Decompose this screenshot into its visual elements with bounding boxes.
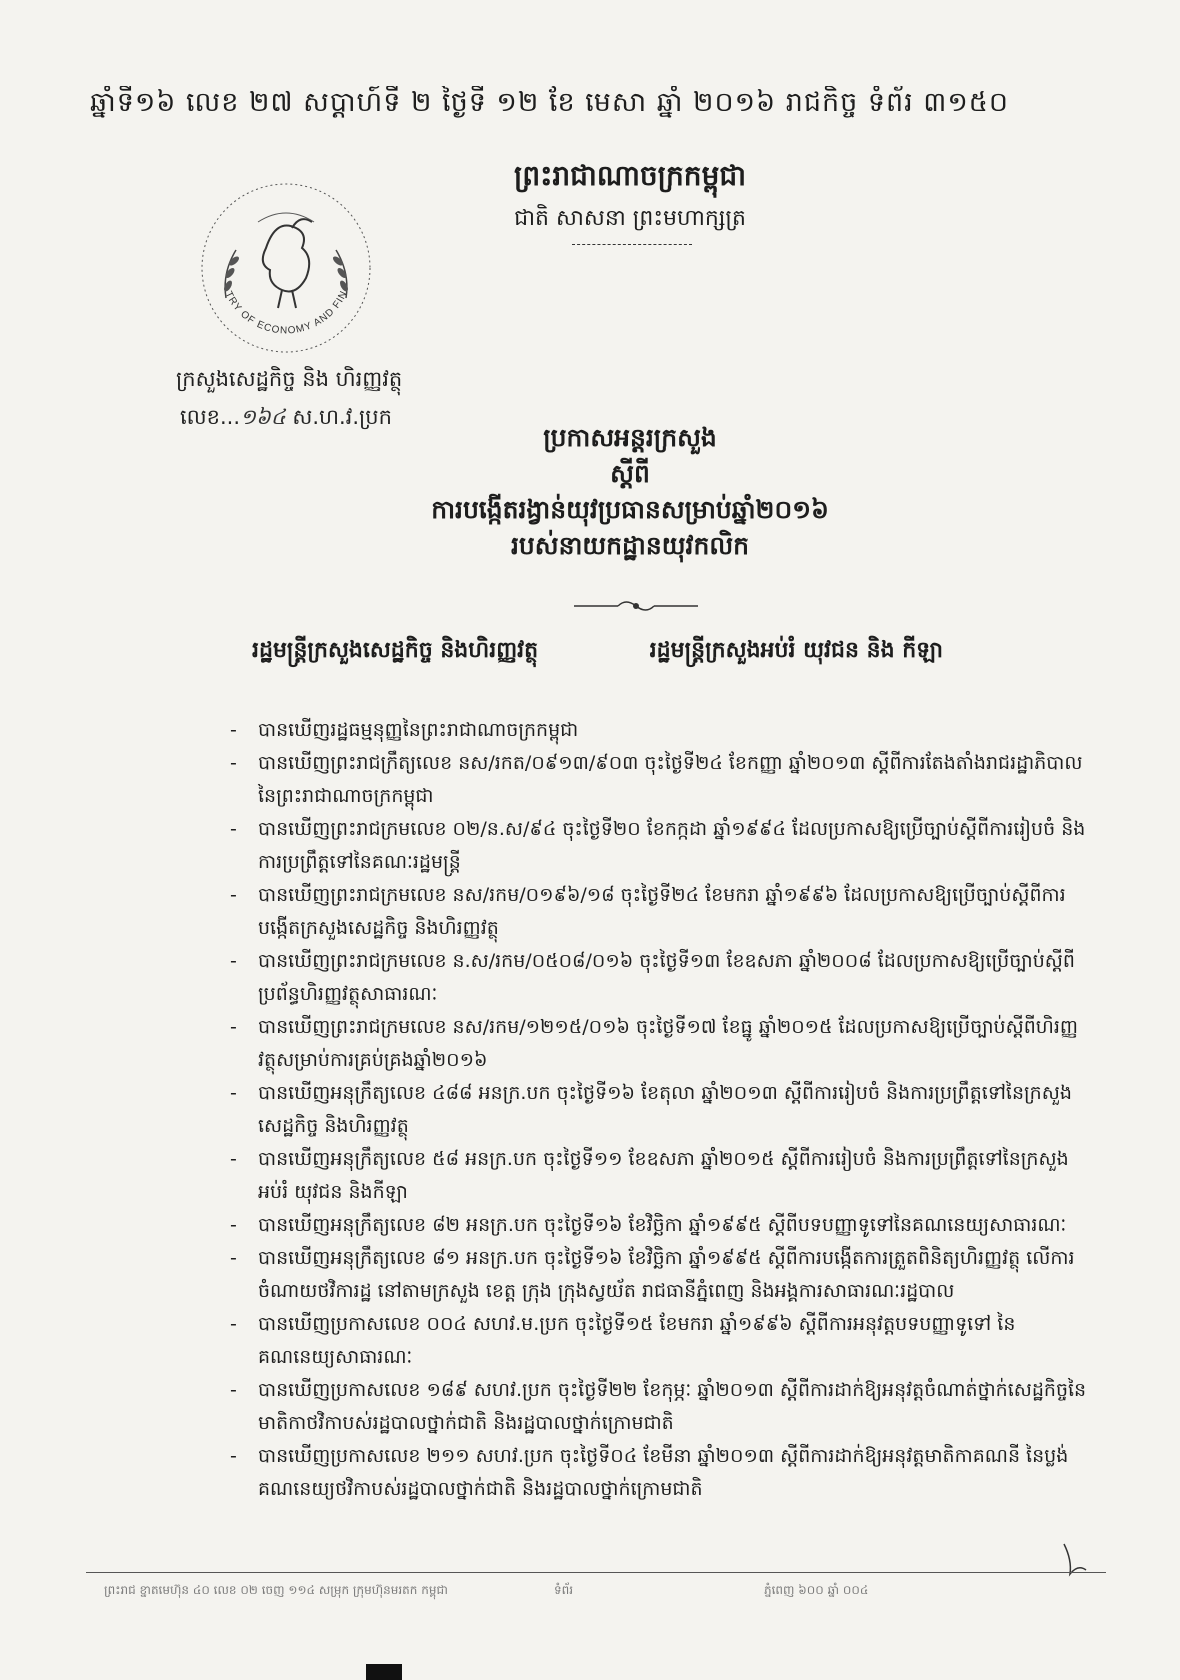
reference-suffix: ស.ហ.វ.ប្រក [292,405,392,429]
title-line: របស់នាយកដ្ឋានយុវកលិក [510,531,750,560]
list-item: - បានឃើញព្រះរាជក្រមលេខ ០២/ន.ស/៩៤ ចុះថ្ងៃទី២០ ខែកក្កដា ឆ្នាំ១៩៩៤ ដែលប្រកាសឱ្យប្រើច្បាប់ស្តីពីការរៀបចំ និងការប្រព្រឹត្តទៅនៃគណៈរដ្ឋមន្ត្រី [230,813,1090,879]
ministry-seal [196,178,376,358]
list-marker: - [230,884,237,906]
title-line: ប្រកាសអន្តរក្រសួង [543,423,717,452]
footer-left: ព្រះរាជ ខ្នាតមេហ៊ុន ៤០ លេខ ០២ ចេញ ១១៤ សម្រុក ក្រុមហ៊ុនមរតក កម្ពុជា [104,1583,448,1597]
list-marker: - [230,1313,237,1335]
list-item: - បានឃើញព្រះរាជក្រមលេខ នស/រកម/០១៩៦/១៨ ចុះថ្ងៃទី២៤ ខែមករា ឆ្នាំ១៩៩៦ ដែលប្រកាសឱ្យប្រើច្បាប់ស្តីពីការបង្កើតក្រសួងសេដ្ឋកិច្ច និងហិរញ្ញវត្ថុ [230,879,1090,945]
national-motto: ជាតិ សាសនា ព្រះមហាក្សត្រ [514,206,746,231]
list-item: - បានឃើញប្រកាសលេខ ២១១ សហវ.ប្រក ចុះថ្ងៃទី០៤ ខែមីនា ឆ្នាំ២០១៣ ស្តីពីការដាក់ឱ្យអនុវត្តមាតិកាគណនី នៃប្លង់គណនេយ្យថវិកាបស់រដ្ឋបាលថ្នាក់ជាតិ និងរដ្ឋបាលថ្នាក់ក្រោមជាតិ [230,1440,1090,1506]
legal-references-list [230,714,1090,1506]
list-item: - បានឃើញអនុក្រឹត្យលេខ ៨១ អនក្រ.បក ចុះថ្ងៃទី១៦ ខែវិច្ឆិកា ឆ្នាំ១៩៩៥ ស្តីពីការបង្កើតការត្រួតពិនិត្យហិរញ្ញវត្ថុ លើការចំណាយថវិការដ្ឋ នៅតាមក្រសួង ខេត្ត ក្រុង ក្រុងស្វយ័ត រាជធានីភ្នំពេញ និងអង្គការសាធារណៈរដ្ឋបាល [230,1242,1090,1308]
list-marker: - [230,1445,237,1467]
reference-handwritten: ១៦៤ [240,405,293,429]
ornament-divider [574,596,698,616]
list-marker: - [230,752,237,774]
footer-divider [86,1572,1106,1573]
minister-economy: រដ្ឋមន្ត្រីក្រសួងសេដ្ឋកិច្ច និងហិរញ្ញវត្ថុ [252,638,539,663]
gazette-header: ឆ្នាំទី១៦ លេខ ២៧ សប្តាហ៍ទី ២ ថ្ងៃទី ១២ ខែ មេសា ឆ្នាំ ២០១៦ រាជកិច្ច ទំព័រ ៣១៥០ [90,87,1010,118]
list-marker: - [230,1247,237,1269]
list-marker: - [230,1016,237,1038]
list-marker: - [230,719,237,741]
list-marker: - [230,1379,237,1401]
list-item: - បានឃើញព្រះរាជក្រមលេខ ន.ស/រកម/០៥០៨/០១៦ ចុះថ្ងៃទី១៣ ខែឧសភា ឆ្នាំ២០០៨ ដែលប្រកាសឱ្យប្រើច្បាប់ស្តីពីប្រព័ន្ធហិរញ្ញវត្ថុសាធារណៈ [230,945,1090,1011]
list-item: - បានឃើញអនុក្រឹត្យលេខ ៥៨ អនក្រ.បក ចុះថ្ងៃទី១១ ខែឧសភា ឆ្នាំ២០១៥ ស្តីពីការរៀបចំ និងការប្រព្រឹត្តទៅនៃក្រសួងអប់រំ យុវជន និងកីឡា [230,1143,1090,1209]
reference-prefix: លេខ... [180,405,241,429]
kingdom-title: ព្រះរាជាណាចក្រកម្ពុជា [513,159,746,192]
list-marker: - [230,818,237,840]
seal-graphic [196,178,376,358]
initial-mark-icon [1060,1540,1090,1580]
issuing-ministry: ក្រសួងសេដ្ឋកិច្ច និង ហិរញ្ញវត្ថុ [176,367,403,391]
seal-text: TRY OF ECONOMY AND FIN [222,288,350,337]
document-title [300,420,960,564]
footer-right: ភ្នំពេញ ៦០០ ឆ្នាំ ០០៤ [764,1583,869,1597]
list-marker: - [230,1214,237,1236]
footer-middle: ទំព័រ [554,1583,574,1597]
svg-text:MINISTRY OF ECONOMY AND FINANC [196,178,350,336]
list-item: - បានឃើញប្រកាសលេខ ១៨៩ សហវ.ប្រក ចុះថ្ងៃទី២២ ខែកុម្ភៈ ឆ្នាំ២០១៣ ស្តីពីការដាក់ឱ្យអនុវត្តចំណាត់ថ្នាក់សេដ្ឋកិច្ចនៃមាតិកាថវិកាបស់រដ្ឋបាលថ្នាក់ជាតិ និងរដ្ឋបាលថ្នាក់ក្រោមជាតិ [230,1374,1090,1440]
list-item: - បានឃើញអនុក្រឹត្យលេខ ៤៨៨ អនក្រ.បក ចុះថ្ងៃទី១៦ ខែតុលា ឆ្នាំ២០១៣ ស្តីពីការរៀបចំ និងការប្រព្រឹត្តទៅនៃក្រសួងសេដ្ឋកិច្ច និងហិរញ្ញវត្ថុ [230,1077,1090,1143]
list-marker: - [230,950,237,972]
list-item: - បានឃើញរដ្ឋធម្មនុញ្ញនៃព្រះរាជាណាចក្រកម្ពុជា [230,714,1090,747]
scan-edge-mark [366,1664,402,1680]
motto-divider [572,244,692,245]
list-marker: - [230,1082,237,1104]
list-item: - បានឃើញព្រះរាជក្រឹត្យលេខ នស/រកត/០៩១៣/៩០៣ ចុះថ្ងៃទី២៤ ខែកញ្ញា ឆ្នាំ២០១៣ ស្តីពីការតែងតាំងរាជរដ្ឋាភិបាលនៃព្រះរាជាណាចក្រកម្ពុជា [230,747,1090,813]
title-line: ការបង្កើតរង្វាន់យុវប្រធានសម្រាប់ឆ្នាំ២០១៦ [431,495,829,524]
issuing-ministers [252,636,1052,668]
list-item: - បានឃើញអនុក្រឹត្យលេខ ៨២ អនក្រ.បក ចុះថ្ងៃទី១៦ ខែវិច្ឆិកា ឆ្នាំ១៩៩៥ ស្តីពីបទបញ្ញាទូទៅនៃគណនេយ្យសាធារណៈ [230,1209,1090,1242]
list-item: - បានឃើញប្រកាសលេខ ០០៤ សហវ.ម.ប្រក ចុះថ្ងៃទី១៥ ខែមករា ឆ្នាំ១៩៩៦ ស្តីពីការអនុវត្តបទបញ្ញាទូទៅ នៃគណនេយ្យសាធារណៈ [230,1308,1090,1374]
list-marker: - [230,1148,237,1170]
list-item: - បានឃើញព្រះរាជក្រមលេខ នស/រកម/១២១៥/០១៦ ចុះថ្ងៃទី១៧ ខែធ្នូ ឆ្នាំ២០១៥ ដែលប្រកាសឱ្យប្រើច្បាប់ស្តីពីហិរញ្ញវត្ថុសម្រាប់ការគ្រប់គ្រងឆ្នាំ២០១៦ [230,1011,1090,1077]
minister-education: រដ្ឋមន្ត្រីក្រសួងអប់រំ យុវជន និង កីឡា [649,638,944,663]
title-line: ស្តីពី [610,459,650,488]
